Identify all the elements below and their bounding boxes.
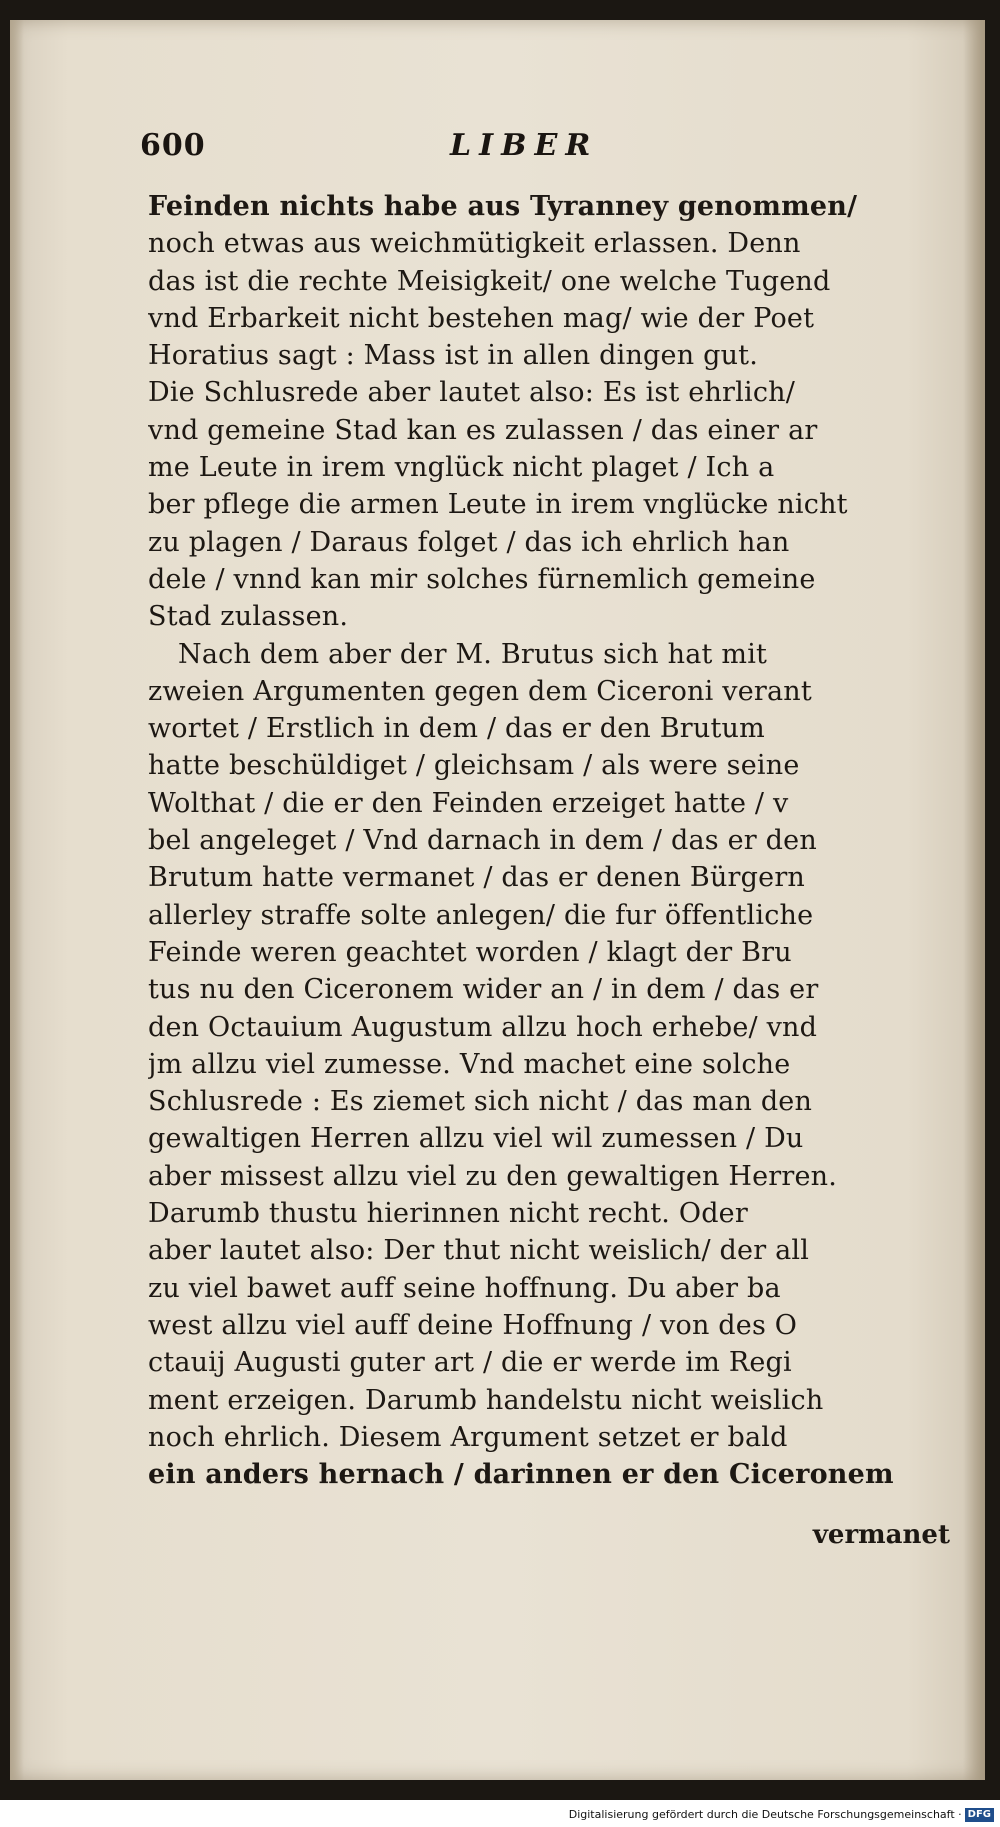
text-line: dele / vnnd kan mir solches fürnemlich gemeine xyxy=(148,563,816,595)
dfg-logo: DFG xyxy=(965,1808,994,1822)
text-line: zweien Argumenten gegen dem Ciceroni verant xyxy=(148,675,812,707)
text-line: ment erzeigen. Darumb handelstu nicht weislich xyxy=(148,1384,824,1416)
text-line: wortet / Erstlich in dem / das er den Brutum xyxy=(148,713,765,745)
text-line: Wolthat / die er den Feinden erzeiget hatte / v xyxy=(148,787,789,819)
page-header xyxy=(140,128,860,168)
text-line: ein anders hernach / darinnen er den Ciceronem xyxy=(148,1459,894,1491)
text-line: noch etwas aus weichmütigkeit erlassen. Denn xyxy=(148,228,801,260)
text-line: noch ehrlich. Diesem Argument setzet er bald xyxy=(148,1421,788,1453)
text-line: zu plagen / Daraus folget / das ich ehrlich han xyxy=(148,526,790,558)
text-line: ber pflege die armen Leute in irem vnglücke nicht xyxy=(148,489,848,521)
text-line: Stad zulassen. xyxy=(148,601,349,633)
text-line: tus nu den Ciceronem wider an / in dem / das er xyxy=(148,974,819,1006)
page-number: 600 xyxy=(140,128,206,163)
text-line: Brutum hatte vermanet / das er denen Bürgern xyxy=(148,862,806,894)
text-line: aber missest allzu viel zu den gewaltigen Herren. xyxy=(148,1160,838,1192)
text-line: west allzu viel auff deine Hoffnung / von des O xyxy=(148,1309,798,1341)
text-line: Darumb thustu hierinnen nicht recht. Oder xyxy=(148,1198,748,1230)
text-line: Nach dem aber der M. Brutus sich hat mit xyxy=(178,638,768,670)
text-line: vnd gemeine Stad kan es zulassen / das einer ar xyxy=(148,414,818,446)
running-title: LIBER xyxy=(450,128,599,163)
credit-text: Digitalisierung gefördert durch die Deutsche Forschungsgemeinschaft · xyxy=(568,1808,962,1821)
digitization-credit xyxy=(569,1806,994,1824)
text-line: me Leute in irem vnglück nicht plaget / Ich a xyxy=(148,452,775,484)
text-line: ctauij Augusti guter art / die er werde im Regi xyxy=(148,1347,792,1379)
page-edge-shadow xyxy=(963,20,985,1780)
body-text xyxy=(148,188,948,1493)
text-line: den Octauium Augustum allzu hoch erhebe/ vnd xyxy=(148,1011,818,1043)
text-line: Die Schlusrede aber lautet also: Es ist ehrlich/ xyxy=(148,377,796,409)
text-line: bel angeleget / Vnd darnach in dem / das er den xyxy=(148,825,817,857)
text-line: gewaltigen Herren allzu viel wil zumessen / Du xyxy=(148,1123,804,1155)
text-line: vnd Erbarkeit nicht bestehen mag/ wie der Poet xyxy=(148,302,815,334)
text-line: hatte beschüldiget / gleichsam / als were seine xyxy=(148,750,800,782)
text-line: aber lautet also: Der thut nicht weislich/ der all xyxy=(148,1235,810,1267)
text-line: das ist die rechte Meisigkeit/ one welche Tugend xyxy=(148,265,831,297)
text-line: Horatius sagt : Mass ist in allen dingen gut. xyxy=(148,340,759,372)
text-line: allerley straffe solte anlegen/ die fur öffentliche xyxy=(148,899,814,931)
text-line: Feinde weren geachtet worden / klagt der Bru xyxy=(148,936,792,968)
text-line: zu viel bawet auff seine hoffnung. Du aber ba xyxy=(148,1272,781,1304)
catchword: vermanet xyxy=(812,1520,950,1550)
page-gutter-shadow xyxy=(10,20,24,1780)
text-line: Feinden nichts habe aus Tyranney genommen/ xyxy=(148,191,858,222)
text-line: Schlusrede : Es ziemet sich nicht / das man den xyxy=(148,1086,813,1118)
text-line: jm allzu viel zumesse. Vnd machet eine solche xyxy=(148,1048,791,1080)
